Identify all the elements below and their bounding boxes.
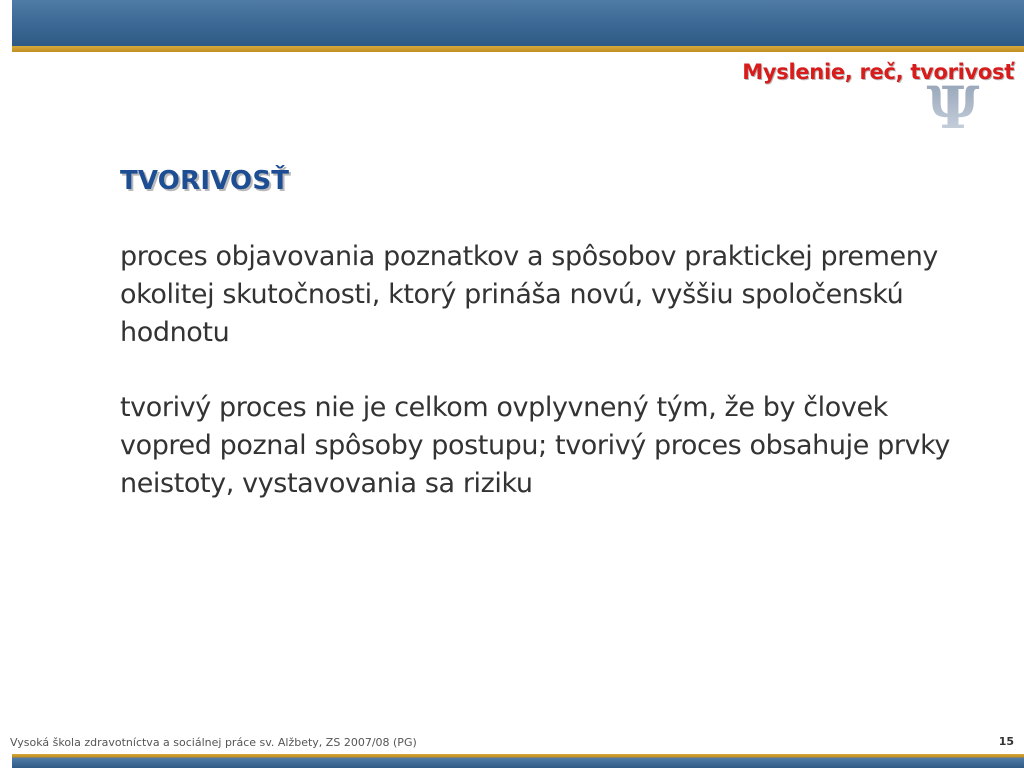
- body-paragraph-1: proces objavovania poznatkov a spôsobov praktickej premeny okolitej skutočnosti, ktorý prináša novú, vyššiu spoločenskú hodnotu: [120, 241, 939, 348]
- footer-institution: Vysoká škola zdravotníctva a sociálnej práce sv. Alžbety, ZS 2007/08 (PG): [10, 736, 417, 749]
- slide-heading: TVORIVOSŤ: [120, 166, 290, 196]
- body-paragraph-2: tvorivý proces nie je celkom ovplyvnený tým, že by človek vopred poznal spôsoby postupu; tvorivý proces obsahuje prvky neistoty, vystavovania sa riziku: [120, 392, 950, 499]
- header-accent-stripe: [12, 46, 1024, 52]
- slide-section-title: Myslenie, reč, tvorivosť: [742, 60, 1014, 84]
- psi-icon: [918, 78, 988, 138]
- svg-text:Ψ: Ψ: [926, 78, 980, 138]
- header-bar: [12, 0, 1024, 46]
- footer-bar: [12, 754, 1024, 768]
- page-number: 15: [998, 735, 1014, 748]
